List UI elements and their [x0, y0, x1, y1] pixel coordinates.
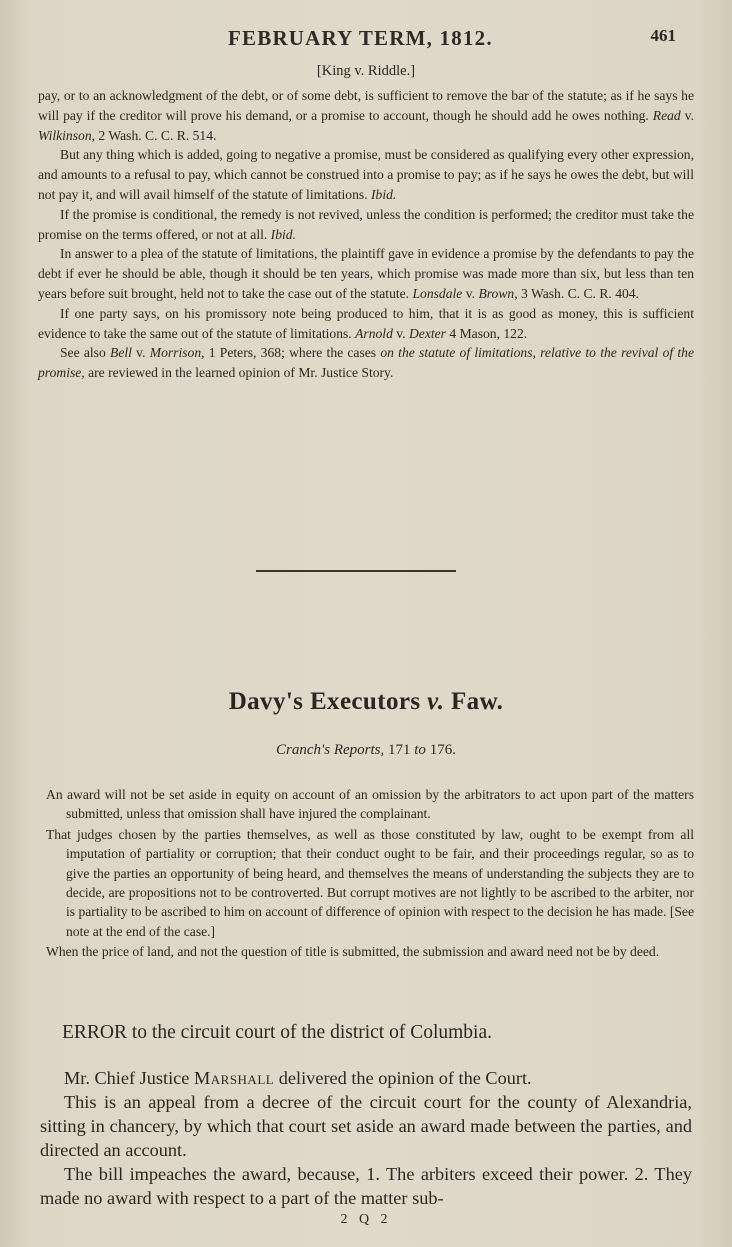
footnote-text: If one party says, on his promissory note being produced to him, that it is as good as money, this is sufficient evidence to take the same out of the statute of limitations. — [38, 305, 694, 341]
report-pages-start: 171 — [384, 742, 415, 758]
opinion-paragraph: The bill impeaches the award, because, 1. The arbiters exceed their power. 2. They made no award with respect to a part of the matter sub- — [40, 1164, 692, 1208]
justice-name: Marshall — [194, 1068, 275, 1088]
footnote-paragraph — [38, 205, 694, 245]
footnote-text: 4 Mason, 122. — [445, 325, 528, 341]
footnote-paragraph — [38, 343, 694, 383]
opinion-text — [40, 1066, 692, 1210]
report-pages-to: to — [414, 742, 426, 758]
report-name: Cranch's Reports, — [276, 742, 385, 758]
footnote-text: are reviewed in the learned opinion of Mr. Justice Story. — [84, 365, 394, 381]
running-head — [0, 26, 732, 54]
syllabus — [46, 785, 694, 963]
footnote-text: In answer to a plea of the statute of limitations, the plaintiff gave in evidence a promise by the defendants to pay the debt if ever he should be able, though it should be ten years, which promise was made more than six, but less than ten years before suit brought, held not to take the case out of the statute. — [38, 246, 694, 301]
case-title-versus: v. — [427, 688, 445, 715]
case-title-parties-a: Davy's Executors — [228, 688, 428, 715]
footnote-text: See also — [60, 345, 111, 361]
citation-italic: Ibid. — [270, 226, 296, 242]
citation-italic: Wilkinson, — [38, 127, 96, 143]
opinion-intro-c: delivered the opinion of the Court. — [274, 1068, 532, 1088]
footnote-text: If the promise is conditional, the remedy is not revived, unless the condition is performed; the creditor must take the promise on the terms offered, or not at all. — [38, 206, 694, 242]
footnote-text: 1 Peters, 368; where the cases — [204, 345, 381, 361]
footnote-paragraph — [38, 145, 694, 204]
citation-italic: Dexter — [408, 325, 446, 341]
opinion-intro — [40, 1066, 692, 1090]
citation-italic: Arnold — [355, 325, 393, 341]
footnote-text: v. — [392, 325, 409, 341]
report-pages-end: 176. — [425, 742, 456, 758]
footnote-text: pay, or to an acknowledgment of the debt, or of some debt, is sufficient to remove the bar of the statute; as if he says he will pay if the creditor will prove his demand, or a promise to account, though he should add he owes nothing. — [38, 88, 694, 123]
syllabus-item: When the price of land, and not the question of title is submitted, the submission and award need not be by deed. — [46, 944, 660, 960]
page-number: 461 — [650, 26, 676, 45]
footnote-paragraph — [38, 86, 694, 145]
syllabus-item: An award will not be set aside in equity on account of an omission by the arbitrators to act upon part of the matters submitted, unless that omission shall have injured the complainant. — [46, 787, 694, 822]
footnote-paragraph — [38, 244, 694, 303]
footnote-text: 3 Wash. C. C. R. 404. — [517, 285, 639, 301]
citation-italic: Morrison, — [149, 345, 205, 361]
citation-italic: Ibid. — [371, 186, 397, 202]
citation-italic: Brown, — [478, 285, 518, 301]
case-title — [0, 688, 732, 716]
case-title-parties-b: Faw. — [444, 688, 504, 715]
footnote-text: 2 Wash. C. C. R. 514. — [95, 127, 217, 143]
syllabus-item: That judges chosen by the parties themselves, as well as those constituted by law, ought to be exempt from all imputation of partiality or corruption; that their conduct ought to be fair, and their proceedings regular, so as to give the parties an opportunity of being heard, and themselves the means of understanding the subjects they are to decide, are propositions not to be controverted. But corrupt motives are not lightly to be ascribed to the arbiter, nor is partiality to be ascribed to him on account of difference of opinion with respect to the decision he has made. [See note at the end of the case.] — [46, 826, 694, 939]
footnotes-block — [38, 86, 694, 383]
opinion-intro-a: Mr. Chief Justice — [64, 1068, 194, 1088]
footnote-paragraph — [38, 304, 694, 344]
citation-italic: Lonsdale — [412, 285, 463, 301]
citation-italic: Bell — [110, 345, 132, 361]
report-reference — [0, 742, 732, 759]
footnote-text: v. — [131, 345, 150, 361]
footnote-text: v. — [680, 107, 694, 123]
running-title: FEBRUARY TERM, 1812. — [228, 26, 493, 50]
printer-signature: 2 Q 2 — [340, 1212, 392, 1227]
opinion-paragraph: This is an appeal from a decree of the circuit court for the county of Alexandria, sitting in chancery, by which that court set aside an award made between the parties, and directed an account. — [40, 1092, 692, 1160]
footnote-text: v. — [462, 285, 479, 301]
footnote-text: But any thing which is added, going to negative a promise, must be considered as qualifying every other expression, and amounts to a refusal to pay, which cannot be construed into a promise to pay; as if he says he owes the debt, but will not pay it, and will avail himself of the statute of limitations. — [38, 147, 694, 202]
citation-italic: on the statute of limitations, relative to the revival of the promise, — [38, 345, 694, 381]
case-reference: [King v. Riddle.] — [316, 63, 416, 79]
citation-italic: Read — [652, 107, 681, 123]
section-divider — [256, 570, 456, 572]
error-heading: ERROR to the circuit court of the district of Columbia. — [62, 1022, 493, 1043]
